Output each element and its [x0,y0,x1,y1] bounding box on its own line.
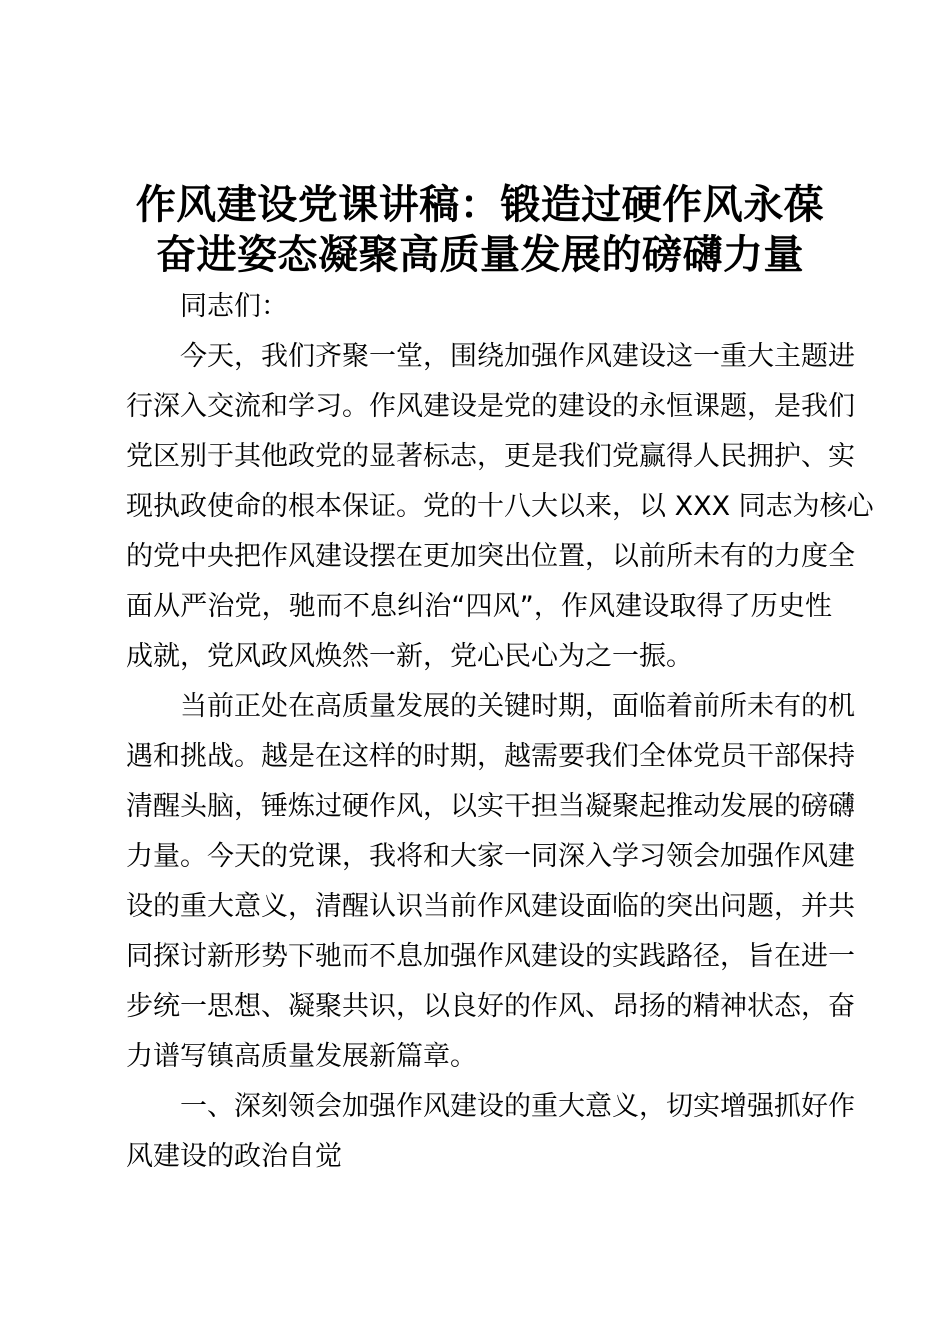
paragraph-line: 党区别于其他政党的显著标志，更是我们党赢得人民拥护、实 [126,441,855,472]
paragraph-line: 今天，我们齐聚一堂，围绕加强作风建设这一重大主题进 [180,341,855,372]
paragraph-line: 当前正处在高质量发展的关键时期，面临着前所未有的机 [180,691,855,722]
title-line-1: 作风建设党课讲稿：锻造过硬作风永葆 [135,181,825,228]
document-body [126,282,874,1182]
paragraph-line: 同探讨新形势下驰而不息加强作风建设的实践路径，旨在进一 [126,941,855,972]
paragraph-line: 现执政使命的根本保证。党的十八大以来，以 XXX 同志为核心 [126,491,874,522]
paragraph-line: 遇和挑战。越是在这样的时期，越需要我们全体党员干部保持 [126,741,855,772]
paragraph-line: 力量。今天的党课，我将和大家一同深入学习领会加强作风建 [126,841,855,872]
paragraph-line: 的党中央把作风建设摆在更加突出位置，以前所未有的力度全 [126,541,855,572]
paragraph-line: 清醒头脑，锤炼过硬作风，以实干担当凝聚起推动发展的磅礴 [126,791,855,822]
section-heading-1 [126,1082,855,1182]
document-title [110,180,850,280]
paragraph-line: 步统一思想、凝聚共识，以良好的作风、昂扬的精神状态，奋 [126,991,855,1022]
paragraph-1 [126,332,874,682]
title-line-2: 奋进姿态凝聚高质量发展的磅礴力量 [156,231,804,278]
heading-line: 一、深刻领会加强作风建设的重大意义，切实增强抓好作 [180,1091,855,1122]
paragraph-line: 力谱写镇高质量发展新篇章。 [126,1041,477,1072]
paragraph-line: 设的重大意义，清醒认识当前作风建设面临的突出问题，并共 [126,891,855,922]
paragraph-line: 行深入交流和学习。作风建设是党的建设的永恒课题，是我们 [126,391,855,422]
salutation: 同志们： [180,291,288,322]
paragraph-line: 成就，党风政风焕然一新，党心民心为之一振。 [126,641,693,672]
heading-line: 风建设的政治自觉 [126,1141,342,1172]
paragraph-2 [126,682,855,1082]
paragraph-line: 面从严治党，驰而不息纠治“四风”，作风建设取得了历史性 [126,591,832,622]
